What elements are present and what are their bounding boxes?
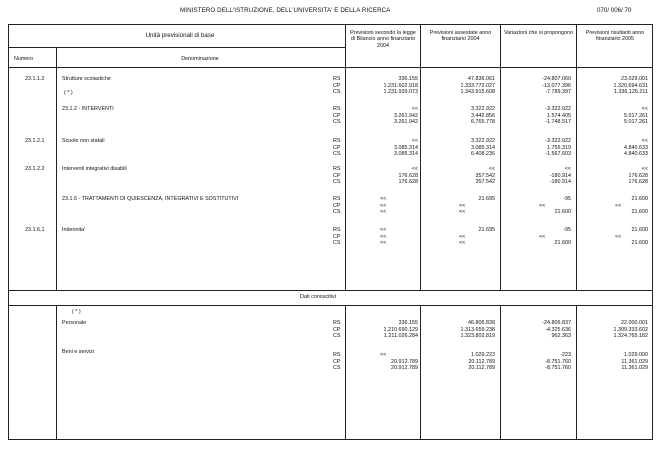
cell-c4: 23.029.001 1.320.694.631 1.336.126.211	[613, 76, 648, 96]
cell-c3: -95 << 21.600	[539, 227, 571, 247]
cell-c3: << -180.914 -180.914	[549, 166, 571, 186]
dati-types: RS CP CS	[333, 320, 341, 340]
rule-dati-top	[8, 290, 653, 291]
cell-c2: << 357.542 357.542	[475, 166, 495, 186]
cell-c2: 47.836.061 1.333.772.027 1.343.915.608	[460, 76, 495, 96]
rule-dati-bottom	[8, 305, 653, 306]
col-denominazione-header: Denominazione	[181, 56, 219, 62]
cell-c2: 3.322.922 3.442.856 6.765.778	[471, 106, 495, 126]
col-numero-header: Numero	[14, 56, 34, 62]
col3-header: Variazioni che si propongono	[503, 30, 574, 36]
cell-c4: << 5.017.261 5.017.261	[624, 106, 648, 126]
cell-c2: 3.322.922 3.085.314 6.408.236	[471, 138, 495, 158]
cell-c3: -24.806.837 -4.325.636 962.363	[542, 320, 571, 340]
rule-under-header	[8, 67, 653, 68]
cell-c2: 46.806.838 1.313.659.238 1.323.802.819	[460, 320, 495, 340]
cell-c3: -24.807.060 -13.077.396 -7.789.397	[542, 76, 571, 96]
row-label: 23.1.6 - TRATTAMENTI DI QUIESCENZA, INTEGRATIVI E SOSTITUTIVI	[62, 196, 239, 202]
cell-c4: 21.600 << 21.600	[615, 196, 648, 216]
dati-item-label: Beni e servizi	[62, 349, 95, 355]
row-numero: 23.1.1.2	[25, 76, 45, 82]
cell-c1: << 3.085.314 3.085.314	[394, 138, 418, 158]
cell-c1: 336.155 1.231.602.918 1.231.939.073	[383, 76, 418, 96]
cell-c3: -95 << 21.600	[539, 196, 571, 216]
cell-c1: << 176.628 176.628	[398, 166, 418, 186]
cell-c4: 22.000.001 1.309.333.602 1.324.765.182	[613, 320, 648, 340]
cell-c4: 1.029.000 11.361.029 11.361.029	[621, 352, 648, 372]
dati-note: ( * )	[72, 309, 81, 315]
rule-under-title	[8, 47, 345, 48]
cell-c2: 21.695 << <<	[459, 196, 495, 216]
col4-header: Previsioni risultanti anno finanziario 2005	[585, 30, 645, 43]
row-types: RS CP CS	[333, 166, 341, 186]
row-label: Scuole non statali	[62, 138, 105, 144]
row-numero: 23.1.2.2	[25, 166, 45, 172]
cell-c4: << 176.628 176.628	[628, 166, 648, 186]
cell-c1: << 3.261.942 3.261.942	[394, 106, 418, 126]
row-types: RS CP CS	[333, 227, 341, 247]
dati-types: RS CP CS	[333, 352, 341, 372]
row-numero: 23.1.2.1	[25, 138, 45, 144]
cell-c1: 336.155 1.210.690.129 1.211.026.284	[383, 320, 418, 340]
col2-header: Previsioni assestate anno finanziario 2004	[429, 30, 492, 43]
col1-header: Previsioni secondo la legge di Bilancio anno finanziario 2004	[350, 30, 416, 49]
cell-c3: -3.322.922 1.755.319 -1.567.603	[545, 138, 571, 158]
cell-c3: -223 -8.751.760 -8.751.760	[545, 352, 571, 372]
row-types: RS CP CS	[333, 76, 341, 96]
rule-col-numero	[56, 48, 57, 290]
row-label: Interventi integrativi disabili	[62, 166, 127, 172]
dati-title: Dati conoscitivi	[300, 294, 336, 300]
cell-c2: 21.695 << <<	[459, 227, 495, 247]
cell-c1: << 20.912.789 20.912.789	[380, 352, 418, 372]
row-numero: 23.1.6.1	[25, 227, 45, 233]
row-label: Indennita'	[62, 227, 86, 233]
cell-c1: << << <<	[380, 227, 387, 247]
cell-c3: -3.322.922 1.574.405 -1.748.517	[545, 106, 571, 126]
cell-c4: 21.600 << 21.600	[615, 227, 648, 247]
row-types: RS CP CS	[333, 106, 341, 126]
dati-item-label: Personale	[62, 320, 87, 326]
row-note: ( * )	[64, 90, 73, 96]
rule-col-numero-b	[56, 306, 57, 440]
main-title: Unità previsionali di base	[145, 32, 215, 39]
row-types: RS CP CS	[333, 138, 341, 158]
cell-c4: << 4.840.633 4.840.633	[624, 138, 648, 158]
row-label: 23.1.2 - INTERVENTI	[62, 106, 114, 112]
row-types: RS CP CS	[333, 196, 341, 216]
row-label: Strutture scolastiche	[62, 76, 111, 82]
document-code: 070/ 006/ 70	[597, 7, 632, 14]
cell-c2: 1.029.223 20.112.789 20.112.789	[468, 352, 495, 372]
cell-c1: << << <<	[380, 196, 387, 216]
ministry-title: MINISTERO DELL'ISTRUZIONE, DELL'UNIVERSITA' E DELLA RICERCA	[180, 7, 391, 14]
